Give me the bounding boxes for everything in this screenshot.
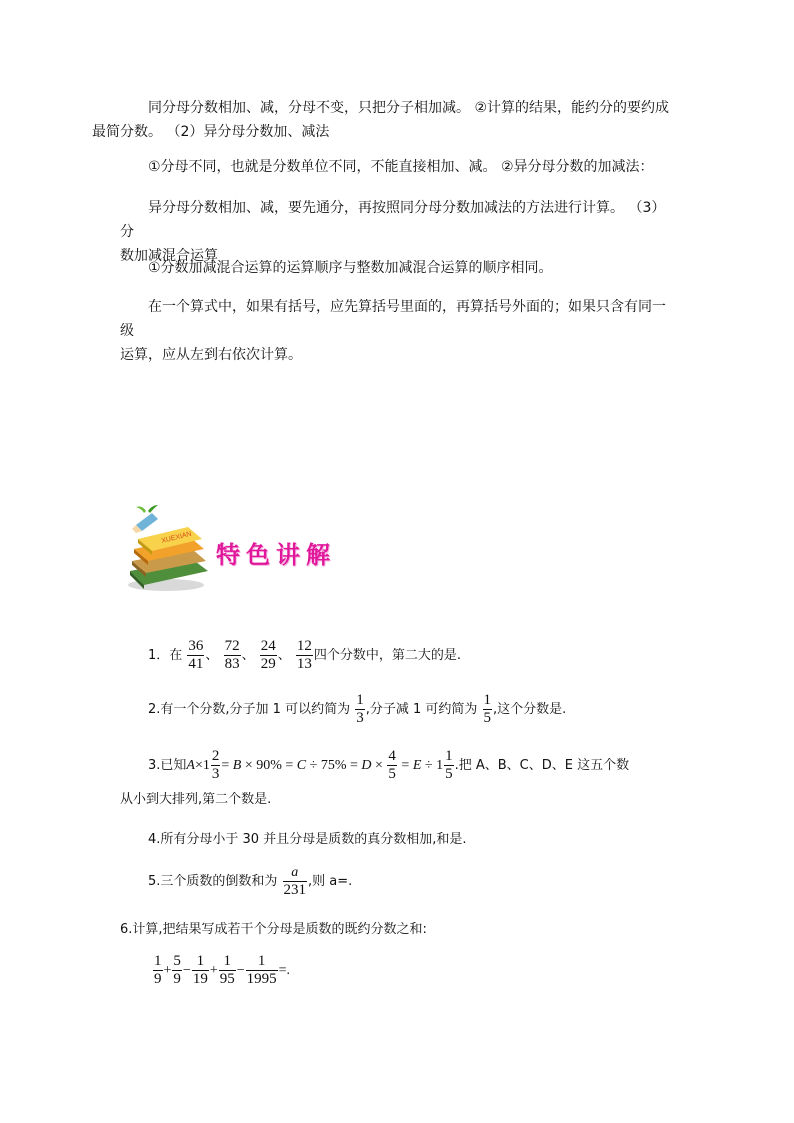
math-op: × [371, 758, 387, 773]
question-text: 5.三个质数的倒数和为 [148, 874, 278, 889]
fraction [172, 953, 182, 988]
fraction [444, 748, 454, 783]
note-line: 异分母分数相加、减，要先通分，再按照同分母分数加减法的方法进行计算。 （3）分 [120, 200, 666, 240]
fraction [187, 638, 204, 673]
math-op: = [397, 758, 413, 773]
question-text: ,分子减 1 可约简为 [365, 702, 478, 717]
numerator: 5 [173, 953, 181, 969]
book-text: XUEXIAN [160, 530, 193, 545]
numerator: 1 [445, 748, 453, 764]
numerator: 24 [260, 638, 276, 654]
fraction [224, 638, 241, 673]
question-text: 3.已知 [148, 758, 187, 773]
section-banner [122, 505, 382, 595]
denominator: 9 [154, 971, 162, 987]
denominator: 95 [219, 971, 235, 987]
denominator: 13 [296, 656, 312, 672]
note-line: 在一个算式中，如果有括号，应先算括号里面的，再算括号外面的；如果只含有同一级 [120, 299, 666, 339]
numerator: 1 [356, 692, 364, 708]
denominator: 1995 [246, 971, 277, 987]
denominator: 231 [283, 882, 307, 898]
question-3-line-2: 从小到大排列,第二个数是. [120, 792, 272, 807]
question-text: 四个分数中，第二大的是. [313, 648, 462, 663]
fraction [211, 748, 221, 783]
question-2 [148, 692, 566, 727]
banner-title: 特色讲解 [216, 541, 336, 569]
fraction [483, 692, 493, 727]
question-5 [148, 864, 352, 899]
math-op: − [182, 963, 191, 978]
numerator: 2 [211, 748, 220, 764]
question-text: ,则 a=. [308, 874, 353, 889]
numerator: 72 [224, 638, 240, 654]
note-paragraph-2: ①分母不同，也就是分数单位不同，不能直接相加、减。 ②异分母分数的加减法： [148, 159, 654, 175]
note-line: 数加减混合运算 [120, 248, 218, 264]
numerator: 1 [246, 953, 278, 971]
denominator: 9 [173, 971, 181, 987]
var-d: D [361, 758, 372, 773]
question-text: 1．在 [148, 648, 183, 663]
question-text: ,这个分数是. [493, 702, 567, 717]
math-op: + [209, 963, 218, 978]
fraction [192, 953, 209, 988]
numerator: a [283, 864, 308, 882]
numerator: 1 [219, 953, 236, 971]
denominator: 5 [388, 766, 396, 782]
denominator: 41 [188, 656, 204, 672]
denominator: 5 [483, 710, 492, 726]
numerator: 12 [296, 638, 312, 654]
denominator: 3 [211, 766, 220, 782]
note-paragraph-5 [120, 295, 676, 367]
question-6-expression [152, 953, 290, 988]
fraction [246, 953, 278, 988]
numerator: 1 [483, 692, 492, 708]
var-a: A [186, 758, 195, 773]
numerator: 1 [154, 953, 162, 969]
math-op: − [236, 963, 245, 978]
question-4: 4.所有分母小于 30 并且分母是质数的真分数相加,和是. [148, 832, 467, 847]
fraction [260, 638, 277, 673]
note-paragraph-4: ①分数加减混合运算的运算顺序与整数加减混合运算的顺序相同。 [148, 260, 553, 276]
var-e: E [412, 758, 422, 773]
math-op: ÷ 75% = [306, 758, 362, 773]
numerator: 1 [192, 953, 209, 971]
denominator: 83 [224, 656, 240, 672]
question-3 [148, 748, 629, 783]
math-op: =. [278, 963, 291, 978]
math-op: + [163, 963, 172, 978]
books-pencil-icon [122, 505, 218, 595]
fraction [387, 748, 397, 783]
denominator: 5 [445, 766, 453, 782]
fraction [296, 638, 313, 673]
question-1 [148, 638, 461, 673]
fraction [153, 953, 163, 988]
question-text: .把 A、B、C、D、E 这五个数 [454, 758, 630, 773]
fraction [219, 953, 236, 988]
note-line: 最简分数。 （2）异分母分数加、减法 [92, 124, 330, 140]
question-6: 6.计算,把结果写成若干个分母是质数的既约分数之和: [120, 922, 427, 937]
numerator: 4 [388, 748, 396, 764]
separator: 、 [205, 648, 219, 663]
math-op: × 90% = [241, 758, 297, 773]
var-c: C [296, 758, 307, 773]
fraction [283, 864, 308, 899]
math-op: ÷ 1 [421, 758, 444, 773]
separator: 、 [241, 648, 255, 663]
fraction [355, 692, 365, 727]
denominator: 3 [356, 710, 364, 726]
math-op: ×1 [194, 758, 210, 773]
note-paragraph-1 [92, 96, 676, 144]
question-text: 2.有一个分数,分子加 1 可以约简为 [148, 702, 351, 717]
note-line: 运算，应从左到右依次计算。 [120, 347, 302, 363]
denominator: 19 [192, 971, 208, 987]
math-op: = [221, 758, 233, 773]
separator: 、 [277, 648, 291, 663]
note-line: 同分母分数相加、减，分母不变，只把分子相加减。 ②计算的结果，能约分的要约成 [148, 100, 669, 116]
var-b: B [232, 758, 242, 773]
numerator: 36 [188, 638, 204, 654]
denominator: 29 [260, 656, 276, 672]
